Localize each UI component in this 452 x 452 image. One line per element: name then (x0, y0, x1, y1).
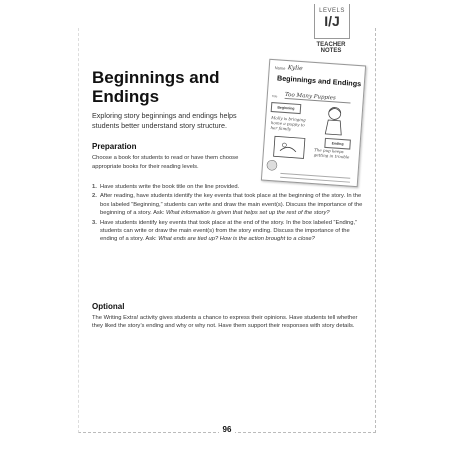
worksheet-ending-text: The pup keeps getting in trouble (313, 147, 350, 160)
step-item (92, 192, 364, 217)
step-question: What ends are tied up? How is the action brought to a close? (158, 236, 315, 243)
step-item (92, 219, 364, 244)
worksheet-beginning-box: Beginning (271, 102, 302, 114)
step-number: 1. (92, 184, 97, 190)
page-title: Beginnings and Endings (92, 68, 220, 106)
worksheet-ending-box: Ending (324, 138, 351, 150)
teacher-notes-label: TEACHER NOTES (316, 42, 346, 54)
writing-extra-icon (264, 158, 279, 173)
step-text: After reading, have students identify the key events that took place at the beginning of the story. In the box labeled “Beginning,” students can write and draw the main event(s). Discuss the importance of the beginning of a story. Ask: (100, 193, 363, 217)
step-text: Have students write the book title on the line provided. (100, 184, 240, 190)
worksheet-thumbnail (261, 59, 366, 187)
intro-text: Exploring story beginnings and endings helps students better understand story structure. (92, 111, 237, 130)
worksheet-book-value: Too Many Puppies (285, 92, 351, 104)
girl-drawing-icon (313, 103, 355, 138)
levels-value: I/J (324, 13, 340, 29)
levels-tab (314, 4, 350, 39)
optional-text: The Writing Extra! activity gives students a chance to express their opinions. Have students tell whether they liked the story’s ending and why or why not. Have them support their responses with story details. (92, 315, 358, 330)
preparation-text: Choose a book for students to read or have them choose appropriate books for their reading levels. (92, 155, 239, 170)
page-number: 96 (219, 425, 235, 435)
step-question: What information is given that helps set up the rest of the story? (165, 210, 330, 217)
worksheet-name-value: Kylie (287, 64, 303, 73)
step-number: 3. (92, 219, 97, 226)
levels-label: LEVELS (319, 8, 345, 14)
worksheet-title: Beginnings and Endings (276, 73, 362, 89)
optional-heading: Optional (92, 302, 125, 311)
worksheet-name-label: Name (274, 65, 286, 71)
worksheet-book-label: Title (271, 94, 278, 99)
steps-list (92, 183, 364, 245)
step-text: Have students identify key events that took place at the end of the story. In the box labeled “Ending,” students can write or draw the main event(s) from the story ending. Discuss the importance of the ending of a story. Ask: (100, 219, 358, 243)
preparation-heading: Preparation (92, 142, 137, 151)
worksheet-beginning-text: Molly is bringing home a puppy to her family (270, 115, 306, 132)
step-number: 2. (92, 193, 97, 200)
